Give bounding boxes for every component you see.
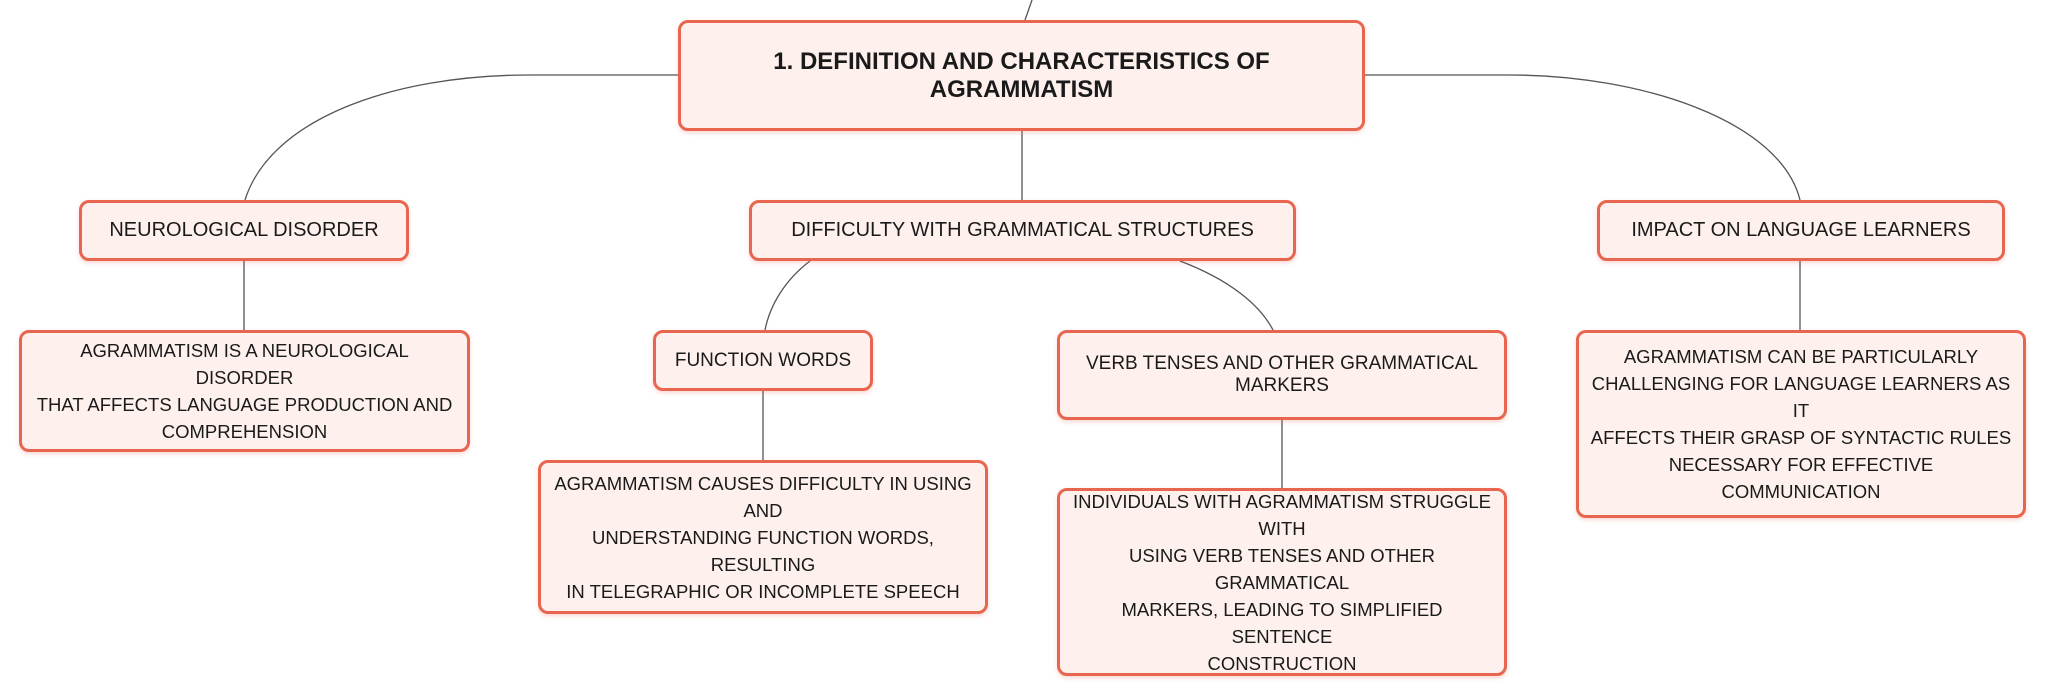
detail-line: AGRAMMATISM CAUSES DIFFICULTY IN USING AND — [554, 472, 972, 521]
detail-line: AGRAMMATISM CAN BE PARTICULARLY — [1623, 346, 1979, 367]
detail-impact-language-learners[interactable] — [1576, 330, 2026, 518]
subtopic-verb-tenses[interactable] — [1057, 330, 1507, 420]
detail-neurological-disorder[interactable] — [19, 330, 470, 452]
detail-line: CONSTRUCTION — [1207, 652, 1357, 674]
detail-line: AFFECTS THEIR GRASP OF SYNTACTIC RULES — [1590, 427, 2012, 448]
detail-text — [1070, 488, 1494, 677]
topic-label: IMPACT ON LANGUAGE LEARNERS — [1631, 219, 1971, 241]
topic-neurological-disorder[interactable] — [79, 200, 409, 261]
subtopic-function-words[interactable] — [653, 330, 873, 391]
detail-line: USING VERB TENSES AND OTHER GRAMMATICAL — [1129, 544, 1435, 593]
topic-label: DIFFICULTY WITH GRAMMATICAL STRUCTURES — [791, 219, 1254, 241]
connector-root-impact — [1365, 75, 1800, 200]
connector-root-neurological — [245, 75, 678, 200]
detail-line: IN TELEGRAPHIC OR INCOMPLETE SPEECH — [566, 580, 960, 602]
root-node-label: 1. DEFINITION AND CHARACTERISTICS OF AGRAMMATISM — [773, 47, 1270, 103]
detail-line: UNDERSTANDING FUNCTION WORDS, RESULTING — [592, 526, 934, 575]
connector-root-parent — [1025, 0, 1032, 20]
detail-line: THAT AFFECTS LANGUAGE PRODUCTION AND — [36, 394, 453, 415]
topic-difficulty-grammatical-structures[interactable] — [749, 200, 1296, 261]
detail-line: COMPREHENSION — [161, 421, 328, 442]
subtopic-label: FUNCTION WORDS — [674, 349, 852, 371]
detail-text — [551, 470, 975, 605]
topic-label: NEUROLOGICAL DISORDER — [109, 219, 379, 241]
detail-line: CHALLENGING FOR LANGUAGE LEARNERS AS IT — [1591, 373, 2011, 421]
detail-function-words[interactable] — [538, 460, 988, 614]
detail-line: AGRAMMATISM IS A NEUROLOGICAL DISORDER — [80, 340, 409, 388]
detail-text — [32, 337, 457, 445]
detail-line: MARKERS, LEADING TO SIMPLIFIED SENTENCE — [1121, 598, 1443, 647]
detail-line: INDIVIDUALS WITH AGRAMMATISM STRUGGLE WITH — [1072, 490, 1491, 539]
connector-difficulty-verb — [1180, 261, 1273, 330]
root-node[interactable] — [678, 20, 1365, 131]
connector-difficulty-function — [765, 261, 810, 330]
detail-text — [1589, 343, 2013, 505]
detail-verb-tenses[interactable] — [1057, 488, 1507, 676]
detail-line: NECESSARY FOR EFFECTIVE COMMUNICATION — [1668, 454, 1934, 502]
subtopic-label: VERB TENSES AND OTHER GRAMMATICAL MARKERS — [1085, 353, 1479, 396]
topic-impact-language-learners[interactable] — [1597, 200, 2005, 261]
